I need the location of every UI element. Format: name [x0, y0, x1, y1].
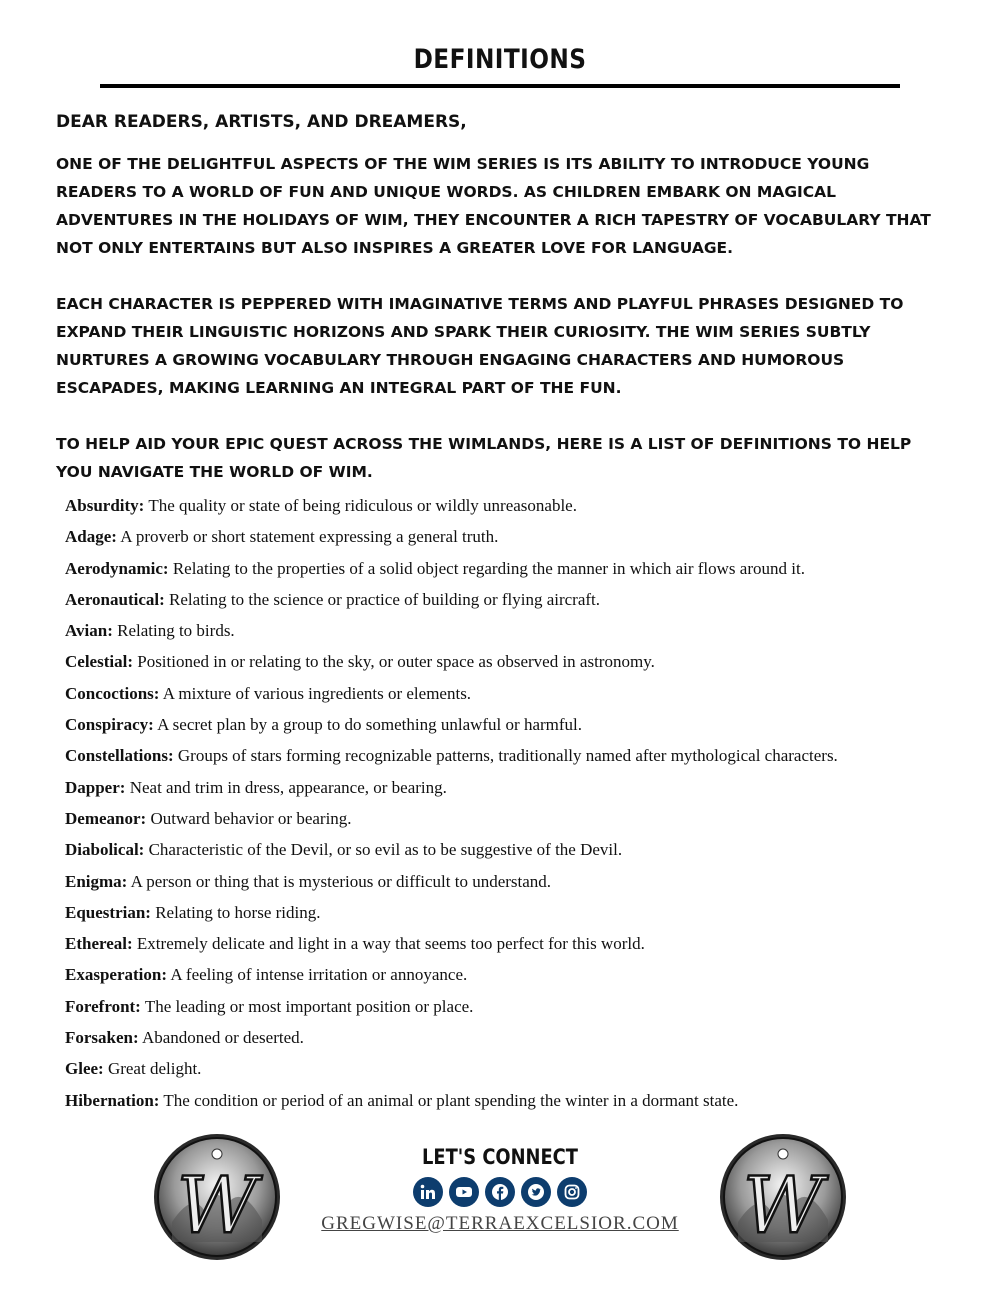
- definition-text: A mixture of various ingredients or elements.: [162, 683, 472, 703]
- definition-item: [65, 1025, 965, 1056]
- definition-term: Equestrian:: [65, 902, 151, 922]
- svg-text:W: W: [176, 1161, 258, 1251]
- definition-text: Relating to birds.: [117, 621, 235, 641]
- definition-text: Relating to the properties of a solid object regarding the manner in which air flows around it.: [172, 558, 805, 578]
- linkedin-icon[interactable]: [413, 1177, 443, 1207]
- definition-text: The condition or period of an animal or plant spending the winter in a dormant state.: [163, 1090, 739, 1110]
- definition-item: [65, 900, 965, 931]
- definition-text: Relating to the science or practice of building or flying aircraft.: [169, 589, 601, 609]
- definition-item: [65, 681, 965, 712]
- svg-text:W: W: [742, 1161, 824, 1251]
- definition-item: [65, 869, 965, 900]
- definition-item: [65, 994, 965, 1025]
- definition-term: Diabolical:: [65, 840, 145, 860]
- definition-item: [65, 649, 965, 680]
- definition-term: Dapper:: [65, 777, 126, 797]
- definition-text: The leading or most important position or place.: [144, 996, 474, 1016]
- definition-item: [65, 1056, 965, 1087]
- definitions-list: [65, 493, 965, 1119]
- definition-text: A secret plan by a group to do something unlawful or harmful.: [157, 715, 583, 735]
- definition-term: Glee:: [65, 1059, 104, 1079]
- definition-text: Positioned in or relating to the sky, or outer space as observed in astronomy.: [137, 652, 655, 672]
- wim-logo-right-icon: [718, 1132, 848, 1262]
- definition-item: [65, 837, 965, 868]
- intro-paragraph-2: EACH CHARACTER IS PEPPERED WITH IMAGINATIVE TERMS AND PLAYFUL PHRASES DESIGNED TO EXPAND THEIR LINGUISTIC HORIZONS AND SPARK THEIR CURIOSITY. THE WIM SERIES SUBTLY NURTURES A GROWING VOCABULARY THROUGH ENGAGING CHARACTERS AND HUMOROUS ESCAPADES, MAKING LEARNING AN INTEGRAL PART OF THE FUN.: [56, 295, 904, 397]
- definition-term: Adage:: [65, 527, 117, 547]
- definition-text: A proverb or short statement expressing a general truth.: [120, 527, 499, 547]
- intro-paragraph-1: ONE OF THE DELIGHTFUL ASPECTS OF THE WIM SERIES IS ITS ABILITY TO INTRODUCE YOUNG READERS TO A WORLD OF FUN AND UNIQUE WORDS. AS CHILDREN EMBARK ON MAGICAL ADVENTURES IN THE HOLIDAYS OF WIM, THEY ENCOUNTER A RICH TAPESTRY OF VOCABULARY THAT NOT ONLY ENTERTAINS BUT ALSO INSPIRES A GREATER LOVE FOR LANGUAGE.: [56, 155, 931, 257]
- definition-item: [65, 806, 965, 837]
- salutation: DEAR READERS, ARTISTS, AND DREAMERS,: [56, 112, 467, 132]
- title-divider: [100, 84, 900, 88]
- definition-term: Enigma:: [65, 871, 128, 891]
- definition-text: Neat and trim in dress, appearance, or bearing.: [129, 777, 447, 797]
- definition-text: The quality or state of being ridiculous or wildly unreasonable.: [148, 496, 577, 515]
- definition-term: Forefront:: [65, 996, 141, 1016]
- connect-heading: LET'S CONNECT: [422, 1145, 578, 1169]
- facebook-icon[interactable]: [485, 1177, 515, 1207]
- definition-text: Characteristic of the Devil, or so evil as to be suggestive of the Devil.: [148, 840, 623, 860]
- definition-term: Aerodynamic:: [65, 558, 169, 578]
- definition-item: [65, 587, 965, 618]
- definition-term: Aeronautical:: [65, 589, 165, 609]
- definition-term: Constellations:: [65, 746, 174, 766]
- intro-paragraph-3: TO HELP AID YOUR EPIC QUEST ACROSS THE WIMLANDS, HERE IS A LIST OF DEFINITIONS TO HELP YOU NAVIGATE THE WORLD OF WIM.: [56, 435, 912, 481]
- intro-section: [56, 108, 946, 486]
- definition-item: [65, 493, 965, 524]
- definition-item: [65, 618, 965, 649]
- instagram-icon[interactable]: [557, 1177, 587, 1207]
- definition-text: A person or thing that is mysterious or difficult to understand.: [130, 871, 552, 891]
- definition-term: Absurdity:: [65, 496, 145, 515]
- definition-term: Celestial:: [65, 652, 133, 672]
- definition-text: A feeling of intense irritation or annoyance.: [170, 965, 468, 985]
- definition-term: Concoctions:: [65, 683, 160, 703]
- definition-item: [65, 524, 965, 555]
- definition-term: Demeanor:: [65, 808, 147, 828]
- definition-text: Relating to horse riding.: [155, 902, 321, 922]
- definition-term: Ethereal:: [65, 934, 133, 954]
- footer-connect: [300, 1145, 700, 1235]
- definition-text: Groups of stars forming recognizable patterns, traditionally named after mythological characters.: [177, 746, 838, 766]
- page-title: DEFINITIONS: [413, 44, 587, 75]
- definition-term: Avian:: [65, 621, 113, 641]
- definition-term: Hibernation:: [65, 1090, 160, 1110]
- definition-item: [65, 743, 965, 774]
- definition-term: Exasperation:: [65, 965, 167, 985]
- social-links: [300, 1177, 700, 1207]
- definition-item: [65, 931, 965, 962]
- definition-item: [65, 712, 965, 743]
- definition-term: Forsaken:: [65, 1028, 139, 1048]
- definition-text: Outward behavior or bearing.: [150, 808, 352, 828]
- definition-text: Extremely delicate and light in a way that seems too perfect for this world.: [136, 934, 645, 954]
- twitter-icon[interactable]: [521, 1177, 551, 1207]
- definition-text: Great delight.: [107, 1059, 202, 1079]
- contact-email-link[interactable]: GREGWISE@TERRAEXCELSIOR.COM: [321, 1213, 679, 1234]
- definition-item: [65, 775, 965, 806]
- definition-item: [65, 962, 965, 993]
- wim-logo-left-icon: [152, 1132, 282, 1262]
- definition-item: [65, 1088, 965, 1119]
- definition-text: Abandoned or deserted.: [141, 1028, 304, 1048]
- definition-item: [65, 556, 965, 587]
- youtube-icon[interactable]: [449, 1177, 479, 1207]
- definition-term: Conspiracy:: [65, 715, 154, 735]
